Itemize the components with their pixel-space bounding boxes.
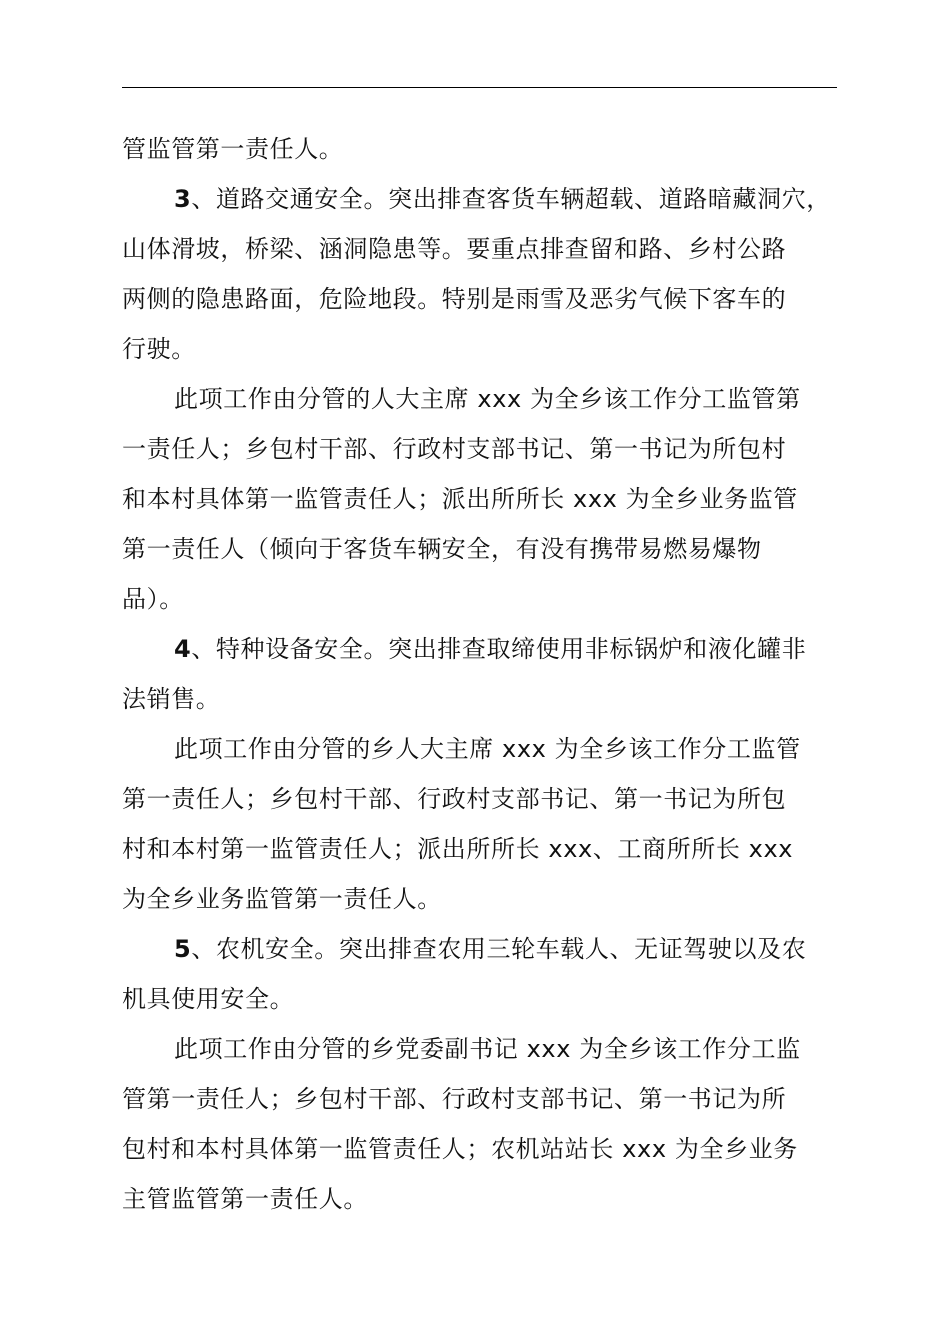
text-line: 第一责任人（倾向于客货车辆安全，有没有携带易燃易爆物: [122, 535, 762, 563]
text-line: 管监管第一责任人。: [122, 135, 344, 163]
text-line: 两侧的隐患路面，危险地段。特别是雨雪及恶劣气候下客车的: [122, 285, 787, 313]
paragraph-first-line: 此项工作由分管的人大主席 xxx 为全乡该工作分工监管第: [174, 385, 801, 413]
section-number: 5: [174, 935, 192, 963]
text-line: 主管监管第一责任人。: [122, 1185, 368, 1213]
section-number: 3: [174, 185, 192, 213]
text-line: 管第一责任人；乡包村干部、行政村支部书记、第一书记为所: [122, 1085, 787, 1113]
text-line: 和本村具体第一监管责任人；派出所所长 xxx 为全乡业务监管: [122, 485, 798, 513]
section-heading-line: 5、农机安全。突出排查农用三轮车载人、无证驾驶以及农: [174, 935, 807, 963]
section-heading-line: 4、特种设备安全。突出排查取缔使用非标锅炉和液化罐非: [174, 635, 807, 663]
text-line: 一责任人；乡包村干部、行政村支部书记、第一书记为所包村: [122, 435, 787, 463]
text-line: 品）。: [122, 585, 184, 613]
text-line: 山体滑坡，桥梁、涵洞隐患等。要重点排查留和路、乡村公路: [122, 235, 787, 263]
section-number: 4: [174, 635, 192, 663]
text-line: 第一责任人；乡包村干部、行政村支部书记、第一书记为所包: [122, 785, 787, 813]
text-line: 为全乡业务监管第一责任人。: [122, 885, 442, 913]
header-rule: [122, 87, 837, 88]
text-line: 行驶。: [122, 335, 196, 363]
paragraph-first-line: 此项工作由分管的乡人大主席 xxx 为全乡该工作分工监管: [174, 735, 801, 763]
paragraph-first-line: 此项工作由分管的乡党委副书记 xxx 为全乡该工作分工监: [174, 1035, 801, 1063]
text-line: 机具使用安全。: [122, 985, 295, 1013]
section-heading-line: 3、道路交通安全。突出排查客货车辆超载、道路暗藏洞穴，: [174, 185, 831, 213]
text-line: 村和本村第一监管责任人；派出所所长 xxx、工商所所长 xxx: [122, 835, 794, 863]
text-line: 法销售。: [122, 685, 221, 713]
text-line: 包村和本村具体第一监管责任人；农机站站长 xxx 为全乡业务: [122, 1135, 798, 1163]
